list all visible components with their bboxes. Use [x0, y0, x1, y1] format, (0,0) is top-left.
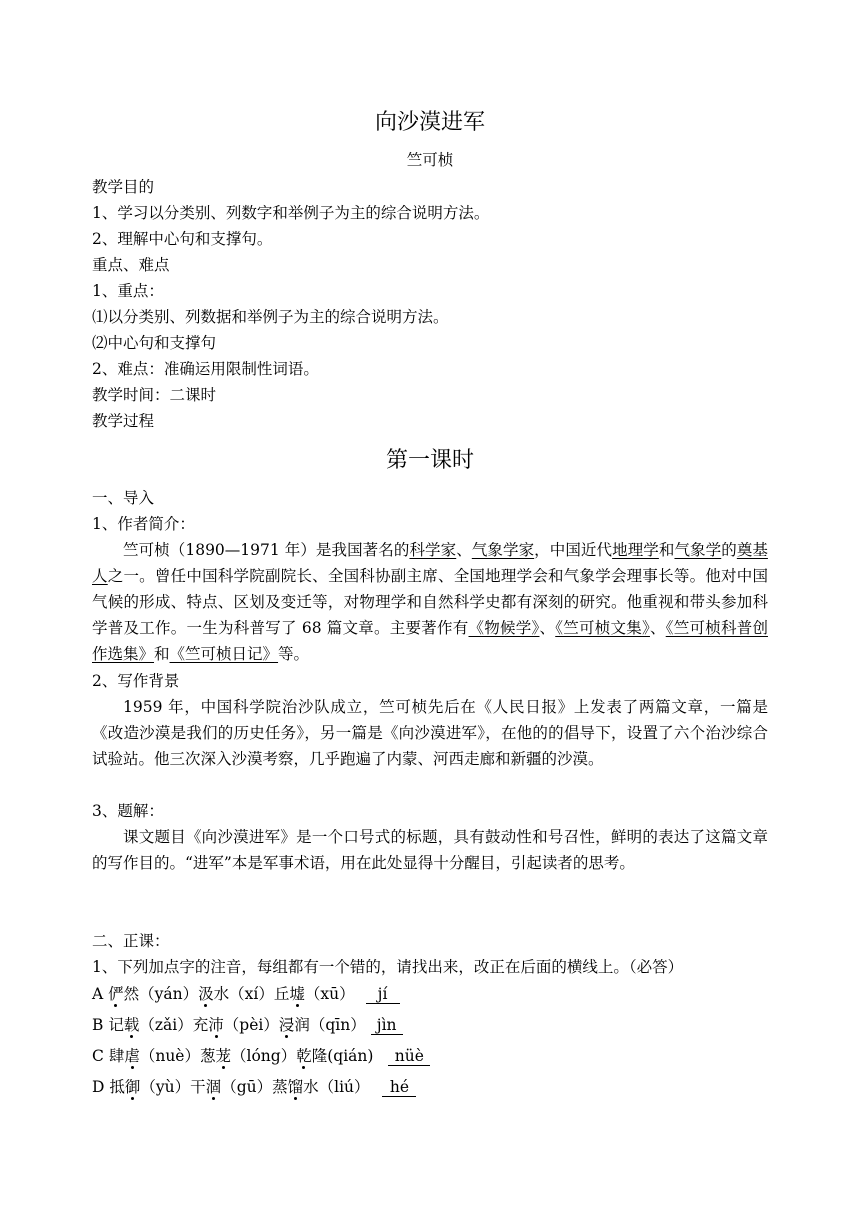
goals-heading: 教学目的: [92, 178, 155, 196]
option-row-b: B 记载（zǎi）充沛（pèi）浸润（qīn） jìn: [92, 1015, 403, 1035]
key-item: ⑴以分类别、列数据和举例子为主的综合说明方法。: [92, 308, 449, 326]
question-1: 1、下列加点字的注音，每组都有一个错的，请找出来，改正在后面的横线上。（必答）: [92, 958, 684, 976]
background-paragraph: 1959 年，中国科学院治沙队成立，竺可桢先后在《人民日报》上发表了两篇文章，一篇是《改造沙漠是我们的历史任务》，另一篇是《向沙漠进军》，在他的的倡导下，设置了六个治沙综合试验站。他三次深入沙漠考察，几乎跑遍了内蒙、河西走廊和新疆的沙漠。: [92, 698, 768, 768]
answer-blank[interactable]: nüè: [388, 1047, 430, 1066]
link-geography: 地理学: [612, 541, 659, 559]
main-heading: 二、正课：: [92, 932, 170, 950]
link-meteorologist: 气象学家: [471, 541, 535, 559]
document-title: 向沙漠进军: [374, 110, 485, 135]
option-row-a: A 俨然（yán）汲水（xí）丘墟（xū） jí: [92, 984, 400, 1004]
book-phenology: 《物候学》: [468, 619, 540, 637]
answer-blank[interactable]: jí: [366, 985, 400, 1004]
option-row-c: C 肆虐（nuè）葱茏（lóng）乾隆(qián) nüè: [92, 1046, 430, 1066]
option-row-d: D 抵御（yù）干涸（gū）蒸馏水（liú） hé: [92, 1077, 416, 1097]
focus-heading: 重点、难点: [92, 256, 170, 274]
title-explain-heading: 3、题解：: [92, 802, 164, 820]
background-heading: 2、写作背景: [92, 672, 180, 690]
process-heading: 教学过程: [92, 412, 155, 430]
answer-blank[interactable]: hé: [382, 1078, 416, 1097]
key-heading: 1、重点：: [92, 282, 164, 300]
book-popular-science: 《竺可桢科普创作选集》: [92, 619, 768, 663]
answer-blank[interactable]: jìn: [371, 1016, 403, 1035]
title-explain-paragraph: 课文题目《向沙漠进军》是一个口号式的标题，具有鼓动性和号召性，鲜明的表达了这篇文章的写作目的。“进军”本是军事术语，用在此处显得十分醒目，引起读者的思考。: [92, 828, 768, 872]
author-name: 竺可桢: [406, 151, 454, 169]
key-item: ⑵中心句和支撑句: [92, 334, 217, 352]
lesson-heading: 第一课时: [385, 448, 474, 473]
goal-item: 2、理解中心句和支撑句。: [92, 230, 273, 248]
link-scientist: 科学家: [409, 541, 457, 559]
goal-item: 1、学习以分类别、列数字和举例子为主的综合说明方法。: [92, 204, 490, 222]
book-diary: 《竺可桢日记》: [169, 645, 279, 663]
author-intro-heading: 1、作者简介：: [92, 515, 195, 533]
author-intro-paragraph: 竺可桢（1890—1971 年）是我国著名的科学家、气象学家，中国近代地理学和气象学的奠基人之一。曾任中国科学院副院长、全国科协副主席、全国地理学会和气象学会理事长等。他对中国气候的形成、特点、区划及变迁等，对物理学和自然科学史都有深刻的研究。他重视和带头参加科学普及工作。一生为科普写了 68 篇文章。主要著作有《物候学》、《竺可桢文集》、《竺可桢科普创作选集》和《竺可桢日记》等。: [92, 541, 768, 663]
book-collected-works: 《竺可桢文集》: [555, 619, 650, 637]
intro-heading: 一、导入: [92, 489, 155, 507]
teaching-time: 教学时间：二课时: [92, 386, 217, 404]
difficulty-line: 2、难点：准确运用限制性词语。: [92, 360, 319, 378]
link-founder: 奠基人: [92, 541, 768, 585]
link-meteorology: 气象学: [674, 541, 722, 559]
